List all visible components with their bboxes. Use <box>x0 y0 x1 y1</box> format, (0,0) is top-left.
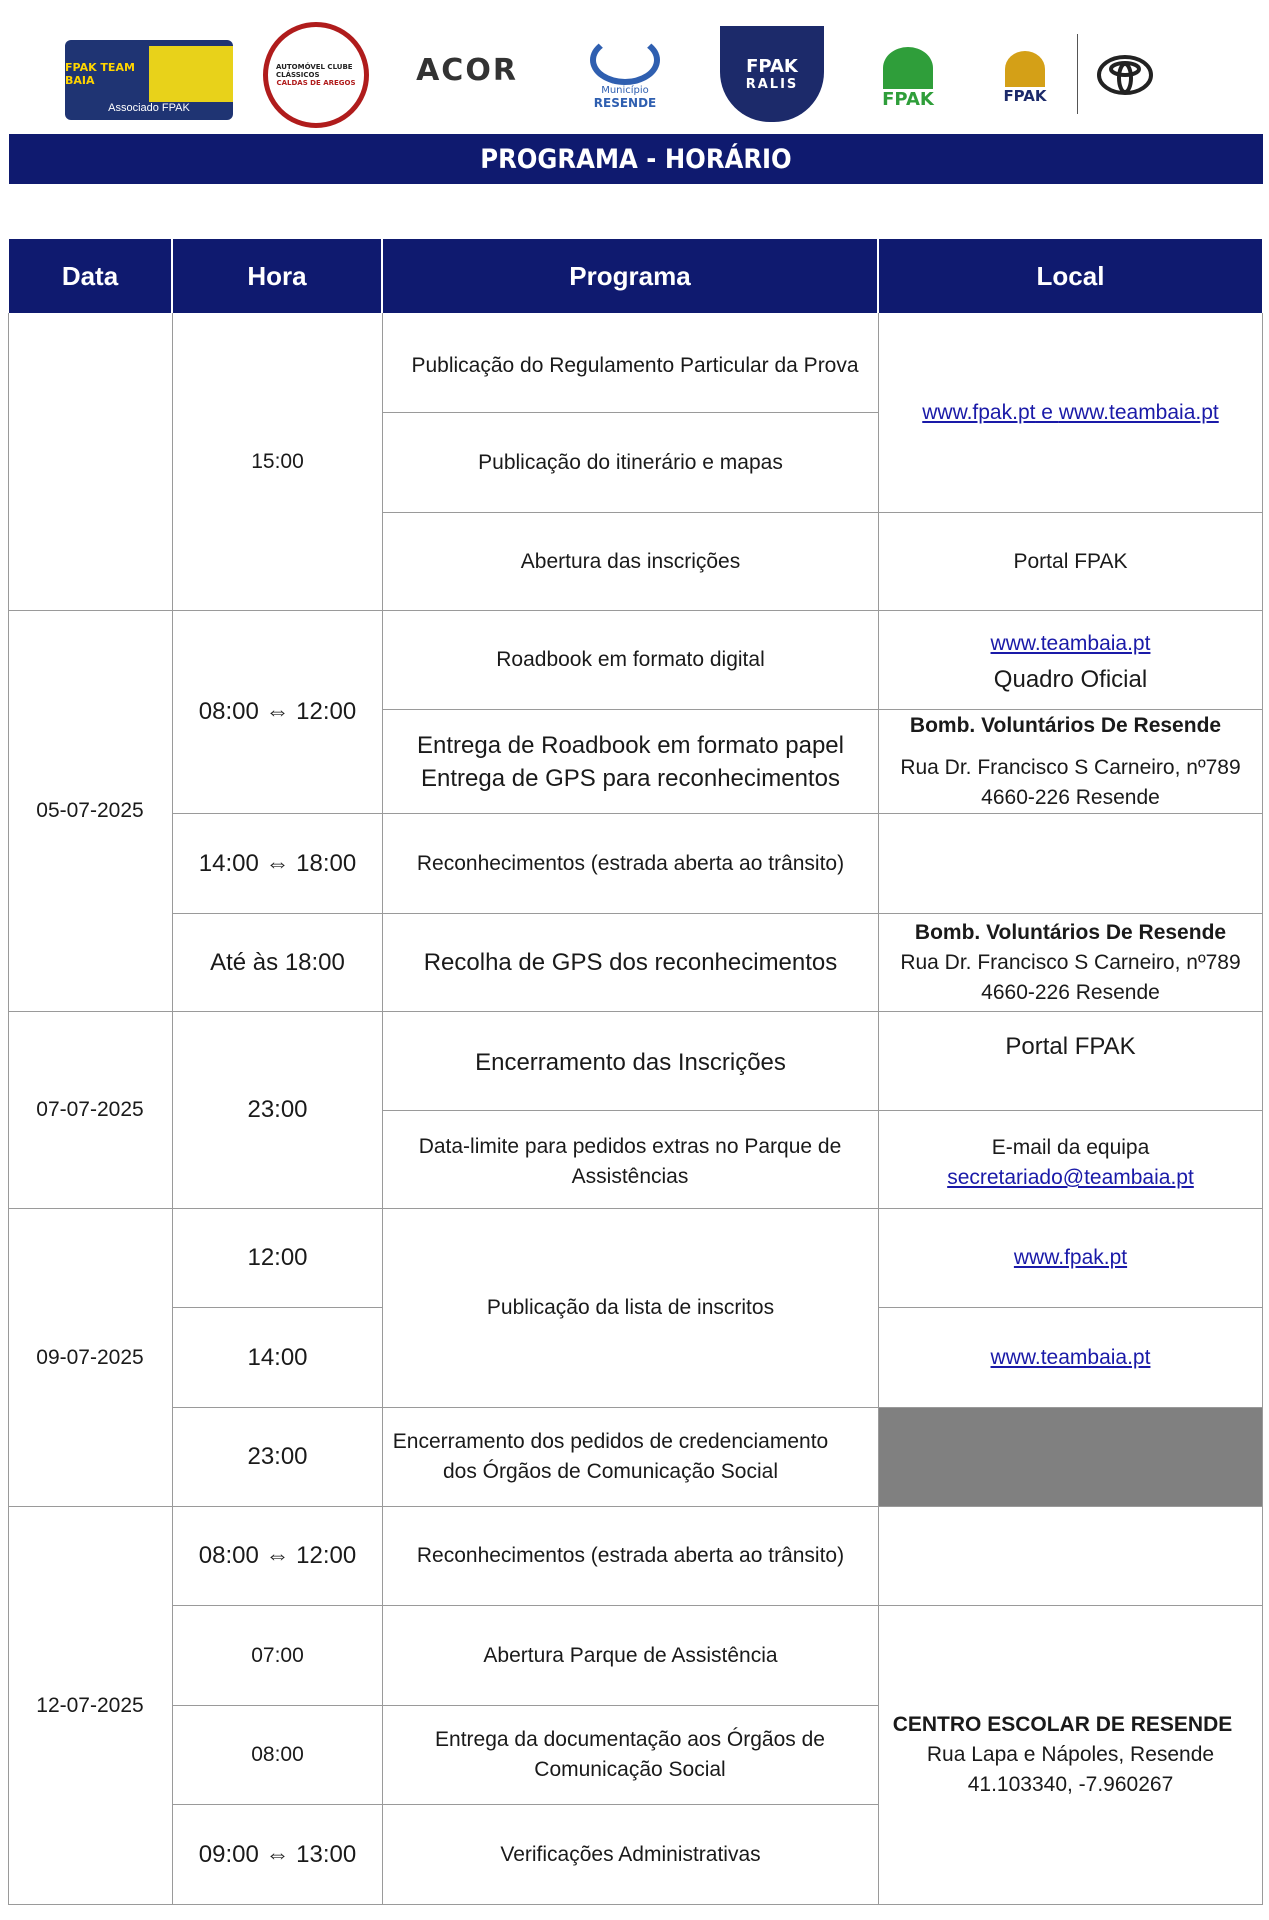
time-text: 07:00 <box>251 1643 304 1667</box>
local-text: Portal FPAK <box>1005 1033 1136 1060</box>
automovel-clube-classicos-logo: AUTOMÓVEL CLUBE CLÁSSICOS CALDAS DE AREGOS <box>263 22 369 128</box>
local-cell <box>879 1308 1262 1407</box>
time-text: 15:00 <box>251 450 304 473</box>
local-title: Bomb. Voluntários De Resende <box>914 920 1227 944</box>
date-text: 07-07-2025 <box>36 1098 144 1121</box>
email-link[interactable]: secretariado@teambaia.pt <box>947 1166 1194 1189</box>
programa-cell <box>383 1805 878 1904</box>
header-local: Local <box>879 239 1262 313</box>
programa-text: Encerramento das Inscrições <box>475 1049 786 1076</box>
local-title: CENTRO ESCOLAR DE RESENDE <box>892 1713 1233 1736</box>
time-text: 23:00 <box>247 1443 308 1470</box>
programa-cell <box>383 1507 878 1605</box>
hora-cell <box>173 1209 382 1307</box>
programa-text: Encerramento dos pedidos de credenciamento dos Órgãos de Comunicação Social <box>392 1430 829 1483</box>
hora-cell <box>173 1507 382 1605</box>
fpak-associado-caption: Associado FPAK <box>108 102 190 114</box>
hora-cell <box>173 314 382 610</box>
local-cell <box>879 914 1262 1011</box>
local-cell <box>879 1118 1262 1208</box>
fpak-teambaia-logo: FPAK TEAM BAIA Associado FPAK <box>65 40 233 120</box>
fpak-green-logo: FPAK <box>863 36 953 120</box>
teambaia-link[interactable]: www.teambaia.pt <box>990 632 1151 655</box>
programa-text: Publicação do Regulamento Particular da Prova <box>411 354 859 377</box>
time-text: 08:00 <box>251 1743 304 1766</box>
hora-cell <box>173 1308 382 1407</box>
programa-cell <box>388 1408 833 1506</box>
local-cell <box>879 513 1262 610</box>
municipio-resende-logo: Município RESENDE <box>561 22 689 122</box>
local-text: Quadro Oficial <box>993 666 1148 693</box>
toyota-logo <box>1095 50 1155 100</box>
hora-cell <box>173 611 382 813</box>
programa-cell <box>395 320 875 412</box>
programa-text: Entrega da documentação aos Órgãos de Comunicação Social <box>435 1728 825 1781</box>
date-cell <box>9 611 191 1011</box>
programa-cell <box>383 1606 878 1705</box>
local-text: 4660-226 Resende <box>981 980 1160 1004</box>
hora-cell <box>173 814 382 913</box>
programa-text: Reconhecimentos (estrada aberta ao trânsito) <box>416 851 845 875</box>
programa-cell <box>400 1116 860 1208</box>
hora-cell <box>173 1012 382 1208</box>
time-text: 09:00 ⇔ 13:00 <box>198 1840 357 1868</box>
programa-text: Entrega de GPS para reconhecimentos <box>421 764 840 792</box>
hora-cell <box>173 1408 382 1506</box>
programa-cell <box>383 413 878 512</box>
local-text: Rua Lapa e Nápoles, Resende <box>926 1743 1215 1766</box>
programa-text: Publicação da lista de inscritos <box>486 1296 775 1319</box>
time-text: 08:00 ⇔ 12:00 <box>198 698 357 725</box>
programa-text: Data-limite para pedidos extras no Parque de Assistências <box>418 1135 842 1188</box>
programa-text: Abertura das inscrições <box>520 549 741 573</box>
page-title: PROGRAMA - HORÁRIO <box>9 134 1263 184</box>
local-text: Rua Dr. Francisco S Carneiro, nº789 <box>900 950 1241 974</box>
programa-text: Roadbook em formato digital <box>496 648 765 671</box>
programa-cell <box>383 1016 878 1110</box>
time-text: Até às 18:00 <box>210 948 345 976</box>
hora-cell <box>173 1706 382 1804</box>
programa-cell <box>410 1706 850 1804</box>
date-cell <box>9 1507 191 1904</box>
local-cell <box>879 1012 1262 1110</box>
hora-cell <box>173 1805 382 1904</box>
programa-text: Entrega de Roadbook em formato papel <box>417 731 844 759</box>
programa-cell <box>383 814 878 913</box>
local-text: 41.103340, -7.960267 <box>967 1773 1174 1796</box>
fpak-ralis-logo: FPAK RALIS <box>720 26 824 122</box>
date-cell <box>9 1012 191 1208</box>
teambaia-link[interactable]: www.teambaia.pt <box>990 1345 1151 1369</box>
local-text: E-mail da equipa <box>991 1136 1150 1159</box>
local-cell <box>879 1606 1262 1904</box>
header-hora: Hora <box>173 239 381 313</box>
time-text: 14:00 ⇔ 18:00 <box>198 849 357 877</box>
fpak-link[interactable]: www.fpak.pt <box>922 401 1036 424</box>
time-text: 08:00 ⇔ 12:00 <box>198 1542 357 1569</box>
local-cell <box>879 314 1262 512</box>
fpak-small-logo: FPAK <box>990 36 1060 120</box>
programa-cell <box>383 513 878 610</box>
programa-cell <box>383 710 878 813</box>
local-text: Rua Dr. Francisco S Carneiro, nº789 <box>900 755 1241 779</box>
link-separator: e <box>1035 401 1059 424</box>
local-cell <box>879 710 1262 813</box>
local-title: Bomb. Voluntários De Resende <box>909 713 1222 737</box>
programa-text: Verificações Administrativas <box>500 1842 761 1866</box>
local-text: 4660-226 Resende <box>981 785 1160 809</box>
date-cell <box>9 1209 191 1506</box>
acor-logo: ACOR <box>416 52 518 88</box>
sponsor-logos <box>55 22 1165 132</box>
header-programa: Programa <box>383 239 877 313</box>
local-text: Portal FPAK <box>1013 549 1128 573</box>
teambaia-link[interactable]: www.teambaia.pt <box>1058 401 1219 424</box>
time-text: 12:00 <box>247 1244 308 1271</box>
date-text: 05-07-2025 <box>36 799 144 822</box>
programa-text: Publicação do itinerário e mapas <box>478 450 783 474</box>
local-cell <box>879 1209 1262 1307</box>
programa-cell <box>383 611 878 709</box>
fpak-link[interactable]: www.fpak.pt <box>1013 1246 1128 1269</box>
hora-cell <box>173 1606 382 1705</box>
date-text: 09-07-2025 <box>36 1345 144 1369</box>
date-text: 12-07-2025 <box>36 1693 144 1717</box>
hora-cell <box>173 914 382 1011</box>
programa-text: Reconhecimentos (estrada aberta ao trânsito) <box>416 1544 845 1567</box>
programa-cell <box>383 1209 878 1407</box>
empty-gray-cell <box>879 1408 1262 1506</box>
local-cell <box>879 615 1262 709</box>
programa-cell <box>383 914 878 1011</box>
header-data: Data <box>9 239 171 313</box>
programa-text: Recolha de GPS dos reconhecimentos <box>423 948 838 976</box>
time-text: 23:00 <box>247 1096 308 1123</box>
programa-text: Abertura Parque de Assistência <box>483 1643 778 1667</box>
time-text: 14:00 <box>247 1343 308 1371</box>
